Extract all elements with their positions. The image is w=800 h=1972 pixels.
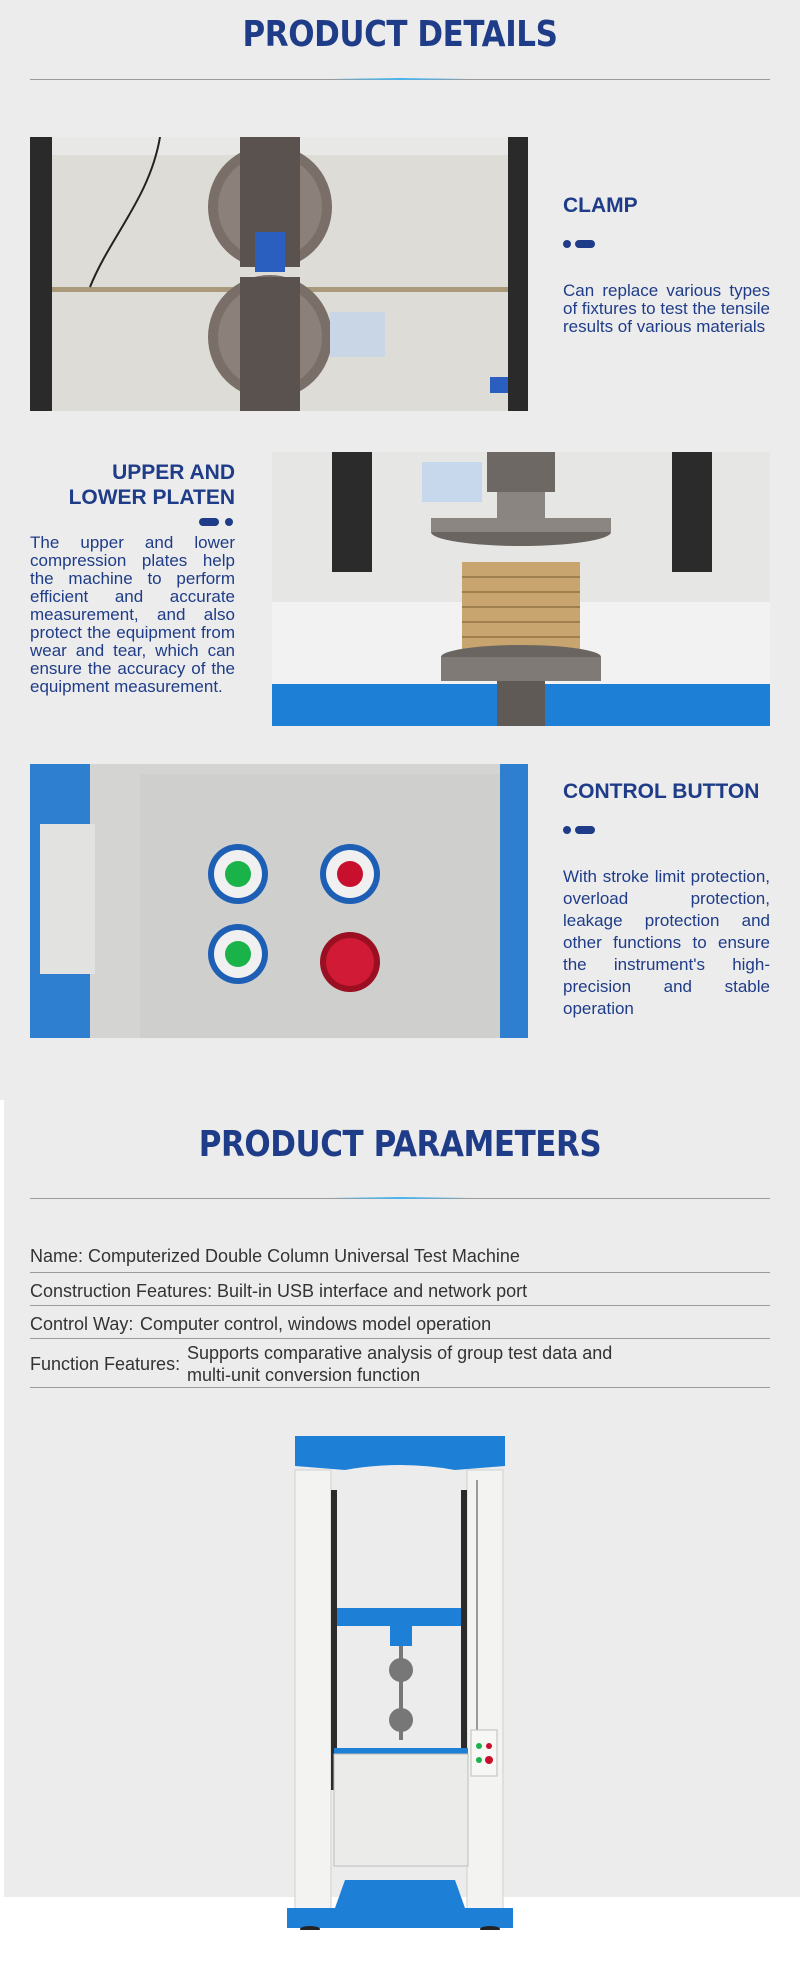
details-divider-accent xyxy=(330,78,470,80)
param-label: Function Features: xyxy=(30,1354,181,1374)
param-row-control-way xyxy=(30,1306,770,1339)
param-value-line1: Supports comparative analysis of group test data and xyxy=(187,1343,613,1363)
param-value: Computer control, windows model operation xyxy=(140,1314,492,1334)
platen-title-line1: UPPER AND xyxy=(112,461,235,484)
product-parameters-title: PRODUCT PARAMETERS xyxy=(198,1124,602,1165)
param-value: Computerized Double Column Universal Test Machine xyxy=(88,1246,520,1266)
clamp-photo xyxy=(30,137,528,411)
product-details-title: PRODUCT DETAILS xyxy=(242,14,558,55)
left-edge-band xyxy=(0,1100,4,1900)
param-row-name xyxy=(30,1240,770,1273)
control-button-dots-icon xyxy=(563,826,603,834)
control-button-title: CONTROL BUTTON xyxy=(563,780,760,803)
param-row-construction xyxy=(30,1273,770,1306)
platen-title-line2: LOWER PLATEN xyxy=(68,486,235,509)
platen-description: The upper and lower compression plates help the machine to perform efficient and accurate measurement, and also protect the equipment from wear and tear, which can ensure the accuracy of the equipment measurement. xyxy=(30,533,235,696)
control-button-photo xyxy=(30,764,528,1038)
platen-photo xyxy=(272,452,770,726)
platen-dots-icon xyxy=(199,518,235,526)
clamp-dots-icon xyxy=(563,240,603,248)
platen-title xyxy=(30,460,235,510)
param-label: Control Way: xyxy=(30,1314,134,1334)
control-button-description: With stroke limit protection, overload protection, leakage protection and other functions to ensure the instrument's high-precision and stable operation xyxy=(563,867,770,1018)
clamp-title: CLAMP xyxy=(563,194,638,217)
parameters-divider-accent xyxy=(330,1197,470,1199)
param-value-line2: multi-unit conversion function xyxy=(187,1365,421,1385)
param-label: Name: xyxy=(30,1246,84,1266)
param-row-function xyxy=(30,1339,770,1388)
machine-product-image xyxy=(265,1430,535,1930)
clamp-description: Can replace various types of fixtures to test the tensile results of various materials xyxy=(563,281,770,336)
param-label: Construction Features: xyxy=(30,1281,213,1301)
param-value: Built-in USB interface and network port xyxy=(217,1281,528,1301)
